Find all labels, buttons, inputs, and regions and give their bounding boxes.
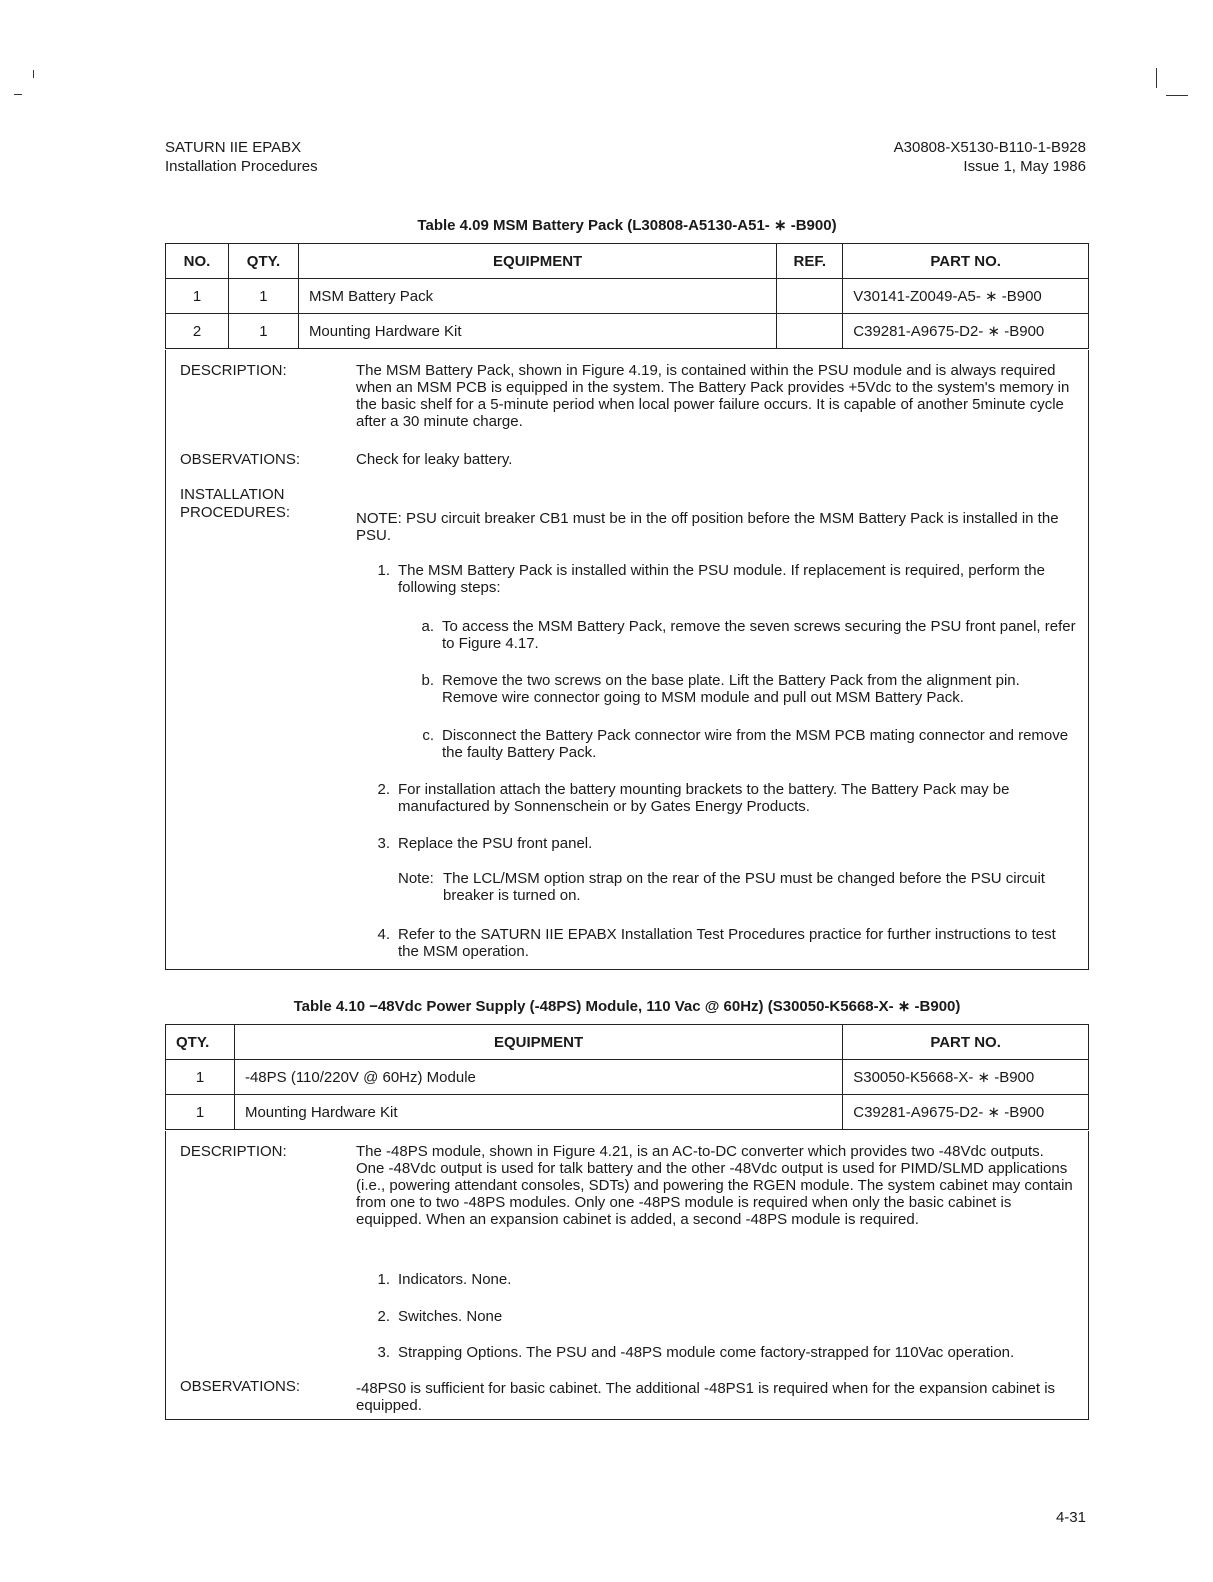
- col-no: NO.: [166, 244, 229, 279]
- scan-mark: [14, 94, 22, 95]
- doc-title: SATURN IIE EPABX: [165, 139, 302, 156]
- doc-number: A30808-X5130-B110-1-B928: [893, 139, 1086, 156]
- col-equipment: EQUIPMENT: [298, 244, 776, 279]
- table-row: [166, 314, 1089, 349]
- header-left: [165, 138, 318, 176]
- scan-mark: [1156, 68, 1157, 88]
- installation-label: INSTALLATION: [180, 486, 285, 503]
- table1-caption: Table 4.09 MSM Battery Pack (L30808-A5130-A51- ∗ -B900): [417, 217, 837, 234]
- table2-equipment: [165, 1024, 1089, 1130]
- step-1: 1. The MSM Battery Pack is installed within the PSU module. If replacement is required, perform the following steps:: [377, 562, 1045, 596]
- item-2: 2. Switches. None: [377, 1308, 503, 1325]
- table-header-row: [166, 244, 1089, 279]
- table-row: [166, 1060, 1089, 1095]
- observations-label: OBSERVATIONS:: [180, 451, 301, 468]
- step-3: 3. Replace the PSU front panel.: [377, 835, 593, 852]
- cell-qty: 1: [228, 314, 298, 349]
- cell-qty: 1: [166, 1095, 235, 1130]
- table-row: [166, 279, 1089, 314]
- procedures-label: PROCEDURES:: [180, 504, 291, 521]
- description-text: The -48PS module, shown in Figure 4.21, is an AC-to-DC converter which provides two -48Vdc outputs. One -48Vdc output is used for talk battery and the other -48Vdc output is used for PIMD/SLMD applications (i.e., powering attendant consoles, SDTs) and powering the RGEN module. The system cabinet may contain from one to two -48PS modules. Only one -48PS module is required when only the basic cabinet is equipped. When an expansion cabinet is added, a second -48PS module is required.: [356, 1143, 1073, 1228]
- cell-qty: 1: [228, 279, 298, 314]
- cell-equipment: -48PS (110/220V @ 60Hz) Module: [234, 1060, 842, 1095]
- step-2: 2. For installation attach the battery mounting brackets to the battery. The Battery Pack may be manufactured by Sonnenschein or by Gates Energy Products.: [377, 781, 1010, 815]
- cell-no: 1: [166, 279, 229, 314]
- install-note: NOTE: PSU circuit breaker CB1 must be in the off position before the MSM Battery Pack is installed in the PSU.: [356, 510, 1059, 544]
- description-text: The MSM Battery Pack, shown in Figure 4.19, is contained within the PSU module and is always required when an MSM PCB is equipped in the system. The Battery Pack provides +5Vdc to the system's memory in the basic shelf for a 5-minute period when local power failure occurs. It is capable of another 5minute cycle after a 30 minute charge.: [356, 362, 1070, 430]
- doc-subtitle: Installation Procedures: [165, 158, 318, 175]
- cell-equipment: Mounting Hardware Kit: [234, 1095, 842, 1130]
- col-qty: QTY.: [166, 1025, 235, 1060]
- cell-ref: [777, 314, 843, 349]
- step-1c: c. Disconnect the Battery Pack connector wire from the MSM PCB mating connector and remove the faulty Battery Pack.: [422, 727, 1069, 761]
- table-header-row: [166, 1025, 1089, 1060]
- col-part-no: PART NO.: [843, 1025, 1089, 1060]
- cell-part-no: C39281-A9675-D2- ∗ -B900: [843, 314, 1089, 349]
- description-label: DESCRIPTION:: [180, 1143, 287, 1160]
- step-note: Note: The LCL/MSM option strap on the rear of the PSU must be changed before the PSU circuit breaker is turned on.: [398, 870, 1045, 904]
- description-label: DESCRIPTION:: [180, 362, 287, 379]
- observations-text: -48PS0 is sufficient for basic cabinet. The additional -48PS1 is required when for the expansion cabinet is equipped.: [356, 1380, 1056, 1414]
- cell-no: 2: [166, 314, 229, 349]
- cell-part-no: S30050-K5668-X- ∗ -B900: [843, 1060, 1089, 1095]
- observations-text: Check for leaky battery.: [356, 451, 513, 468]
- table-row: [166, 1095, 1089, 1130]
- cell-part-no: C39281-A9675-D2- ∗ -B900: [843, 1095, 1089, 1130]
- scan-mark: [1166, 95, 1188, 96]
- scan-mark: [33, 70, 34, 78]
- doc-issue: Issue 1, May 1986: [963, 158, 1086, 175]
- item-1: 1. Indicators. None.: [377, 1271, 512, 1288]
- header-right: [894, 138, 1086, 176]
- step-4: 4. Refer to the SATURN IIE EPABX Installation Test Procedures practice for further instructions to test the MSM operation.: [377, 926, 1056, 960]
- step-1a: a. To access the MSM Battery Pack, remove the seven screws securing the PSU front panel, refer to Figure 4.17.: [421, 618, 1076, 652]
- col-part-no: PART NO.: [843, 244, 1089, 279]
- col-qty: QTY.: [228, 244, 298, 279]
- cell-equipment: Mounting Hardware Kit: [298, 314, 776, 349]
- table2-details: [165, 1131, 1089, 1420]
- table2-caption: Table 4.10 −48Vdc Power Supply (-48PS) Module, 110 Vac @ 60Hz) (S30050-K5668-X- ∗ -B900): [293, 998, 961, 1015]
- cell-qty: 1: [166, 1060, 235, 1095]
- cell-ref: [777, 279, 843, 314]
- page-number: 4-31: [1055, 1509, 1086, 1526]
- table1-equipment: [165, 243, 1089, 349]
- table1-details: [165, 350, 1089, 970]
- col-ref: REF.: [777, 244, 843, 279]
- cell-part-no: V30141-Z0049-A5- ∗ -B900: [843, 279, 1089, 314]
- item-3: 3. Strapping Options. The PSU and -48PS module come factory-strapped for 110Vac operation.: [377, 1344, 1015, 1361]
- observations-label: OBSERVATIONS:: [180, 1378, 301, 1395]
- cell-equipment: MSM Battery Pack: [298, 279, 776, 314]
- col-equipment: EQUIPMENT: [234, 1025, 842, 1060]
- step-1b: b. Remove the two screws on the base plate. Lift the Battery Pack from the alignment pin. Remove wire connector going to MSM module and pull out MSM Battery Pack.: [421, 672, 1020, 706]
